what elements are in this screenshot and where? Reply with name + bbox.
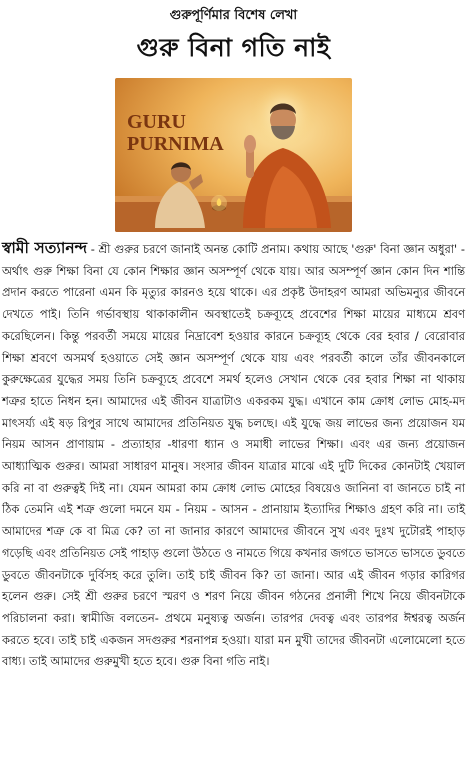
hero-image	[115, 78, 352, 232]
article-paragraph	[2, 238, 465, 673]
hero-caption-line2: PURNIMA	[127, 133, 224, 155]
author-name: স্বামী সত্যানন্দ	[2, 239, 88, 257]
article-kicker: গুরুপূর্ণিমার বিশেষ লেখা	[169, 8, 298, 23]
article-body	[2, 238, 465, 673]
hero-caption-line1: GURU	[127, 111, 186, 133]
article-headline: গুরু বিনা গতি নাই	[136, 33, 331, 62]
guru-disciple-illustration-icon	[115, 78, 352, 232]
article-text: - শ্রী গুরুর চরণে জানাই অনন্ত কোটি প্রনাম। কথায় আছে 'গুরু' বিনা জ্ঞান অধুরা' - অর্থাৎ গুরু শিক্ষা বিনা যে কোন শিক্ষার জ্ঞান অসম্পূর্ণ থেকে যায়। আর অসম্পূর্ণ জ্ঞান কোন দিন শান্তি প্রদান করতে পারেনা এমন কি মৃত্যুর কারনও হয়ে থাকে। এর প্রকৃষ্ট উদাহরণ আমরা অভিমন্যুর জীবনে দেখতে পাই। তিনি গর্ভাবস্থায় থাকাকালীন অবস্থাতেই চক্রব্যূহে প্রবেশের শিক্ষা মায়ের মাধ্যমে শ্রবণ করেছিলেন। কিন্তু পরবর্তী সময়ে মায়ের নিদ্রাবেশ হওয়ার কারনে চক্রব্যূহ থেকে বের হবার / বেরোবার শিক্ষা শ্রবণে অসমর্থ হওয়াতে সেই জ্ঞান অসম্পূর্ণ থেকে যায় এবং পরবর্তী কালে তাঁর জীবনকালে কুরুক্ষেত্রের যুদ্ধের সময় তিনি চক্রব্যূহে প্রবেশে সমর্থ হলেও সেখান থেকে বের হবার শিক্ষা না থাকায় শত্রুর হাতে নিধন হন। আমাদের এই জীবন যাত্রাটাও একরকম যুদ্ধ। এখানে কাম ক্রোধ লোভ মোহ-মদ মাৎসর্য্য এই ষড় রিপুর সাথে আমাদের প্রতিনিয়ত যুদ্ধ চলছে। এই যুদ্ধে জয় লাভের জন্য প্রয়োজন যম নিয়ম আসন প্রাণায়াম - প্রত্যাহার -ধারণা ধ্যান ও সমাধী লাভের শিক্ষা। এবং এর জন্য প্রয়োজন আধ্যাত্মিক গুরুর। আমরা সাধারণ মানুষ। সংসার জীবন যাত্রার মাঝে এই দুটি দিকের কোনটাই খেয়াল করি না বা গুরুত্বই দিই না। যেমন আমরা কাম ক্রোধ লোভ মোহের বিষয়েও জানিনা বা জানতে চাই না ঠিক তেমনি এই শত্রু গুলো দমনে যম - নিয়ম - আসন - প্রানায়াম ইত্যাদির শিক্ষাও গ্রহণ করি না। তাই আমাদের শত্রু কে বা মিত্র কে? তা না জানার কারণে আমাদের জীবনে সুখ এবং দুঃখ দুটোরই পাহাড় গড়েছি এবং প্রতিনিয়ত সেই পাহাড় গুলো উঠতে ও নামতে গিয়ে কখনার জগতে ভাসতে ভাসতে ডুবতে ডুবতে জীবনটাকে দুর্বিসহ করে তুলি। তাই চাই জীবন কি? তা জানা। আর এই জীবন গড়ার কারিগর হলেন গুরু। সেই শ্রী গুরুর চরণে স্মরণ ও শরণ নিয়ে জীবন গঠনের প্রনালী শিখে নিয়ে জীবনটাকে পরিচালনা করা। স্বামীজি বলতেন- প্রথমে মনুষ্যত্ব অর্জন। তারপর দেবত্ব এবং তারপর ঈশ্বরত্ব অর্জন করতে হবে। তাই চাই একজন সদগুরুর শরনাপন্ন হওয়া। যারা মন মুখী তাদের জীবনটা এলোমেলো হতে বাধ্য। তাই আমাদের গুরুমুখী হতে হবে। গুরু বিনা গতি নাই।	[2, 242, 465, 669]
